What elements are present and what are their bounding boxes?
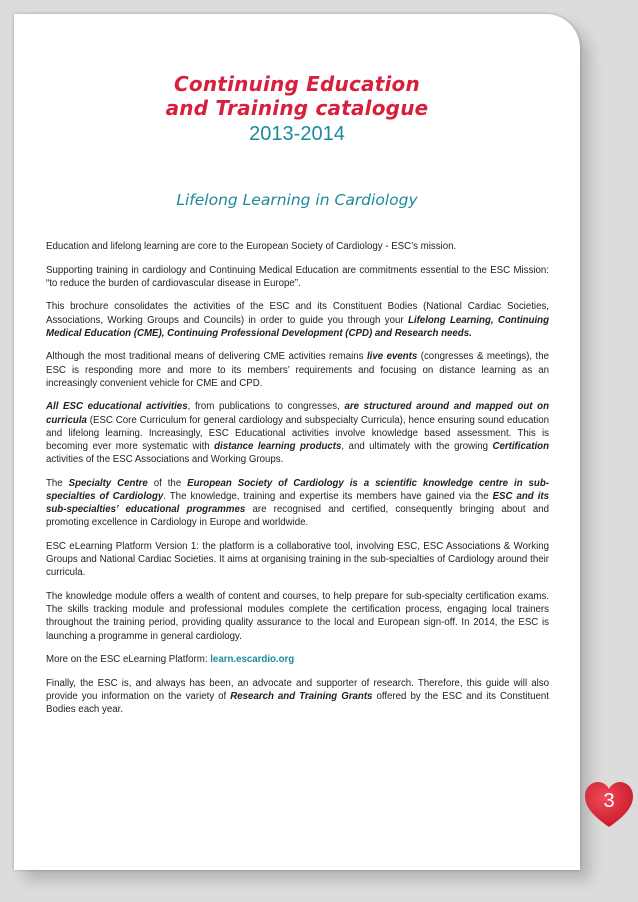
- text-run: . The knowledge, training and expertise its members have gained via the: [163, 491, 493, 502]
- text-run: ESC eLearning Platform Version 1: the platform is a collaborative tool, involving ESC, ESC Associations & Working Groups and National Cardiac Societies. It aims at organising training in the sub-specialties of Cardiology around their curricula.: [46, 541, 549, 579]
- text-run: Education and lifelong learning are core to the European Society of Cardiology - ESC’s mission.: [46, 241, 457, 252]
- title-line-1: Continuing Education: [174, 72, 420, 96]
- highlight-text: live events: [366, 351, 418, 363]
- highlight-text: ESC and its sub-specialties’ educational programmes: [46, 491, 549, 516]
- text-run: (ESC Core Curriculum for general cardiology and subspecialty Curricula), hence ensuring sound education and lifelong learning. Increasingly, ESC Educational activities involve knowledge based assessment. This is becoming ever more systematic with: [46, 414, 549, 452]
- text-run: More on the ESC eLearning Platform:: [46, 654, 211, 666]
- text-run: The knowledge module offers a wealth of content and courses, to help prepare for sub-specialty certification exams. The skills tracking module and professional modules complete the certification process, engaging local trainers throughout the training period, providing quality assurance to the local and European sign-off. In 2014, the ESC is launching a programme in general cardiology.: [46, 591, 549, 642]
- highlight-text: All ESC educational activities: [46, 401, 188, 413]
- elearning-link[interactable]: learn.escardio.org: [210, 654, 295, 666]
- page-number: 3: [603, 790, 615, 812]
- text-run: are recognised and certified, consequently bringing about and promoting excellence in Cardiology in Europe and worldwide.: [46, 504, 549, 529]
- highlight-text: Lifelong Learning, Continuing Medical Education (CME), Continuing Professional Development (CPD) and Research needs.: [46, 314, 550, 339]
- highlight-text: Research and Training Grants: [230, 691, 373, 702]
- title-block: [14, 72, 580, 148]
- paragraph: [46, 300, 549, 340]
- highlight-text: European Society of Cardiology is a scientific knowledge centre in sub-specialties of Cardiology: [46, 477, 549, 502]
- highlight-text: Certification: [492, 441, 549, 452]
- paragraph: [46, 677, 549, 717]
- text-run: , and ultimately with the growing: [341, 441, 493, 452]
- paragraph: [46, 590, 549, 643]
- title-line-2: and Training catalogue: [165, 96, 429, 120]
- text-run: offered by the ESC and its Constituent Bodies each year.: [46, 691, 549, 716]
- paragraph: [46, 477, 549, 530]
- paragraph: [46, 653, 549, 666]
- text-run: Finally, the ESC is, and always has been, an advocate and supporter of research. Therefore, this guide will also provide you information on the variety of: [46, 677, 549, 702]
- text-run: activities of the ESC Associations and Working Groups.: [46, 454, 284, 466]
- page-number-badge: [583, 780, 635, 830]
- text-run: The: [46, 477, 69, 489]
- text-run: This brochure consolidates the activities of the ESC and its Constituent Bodies (National Cardiac Societies, Associations, Working Groups and Councils) in order to guide you through your: [46, 301, 549, 326]
- text-run: of the: [147, 477, 188, 489]
- highlight-text: distance learning products: [214, 441, 342, 452]
- title-years: 2013-2014: [249, 123, 345, 145]
- paragraph: [46, 400, 549, 466]
- text-run: Although the most traditional means of delivering CME activities remains: [46, 351, 367, 363]
- section-subtitle: Lifelong Learning in Cardiology: [176, 191, 418, 209]
- text-run: Supporting training in cardiology and Continuing Medical Education are commitments essential to the ESC Mission: “to reduce the burden of cardiovascular disease in Europe”.: [46, 264, 549, 289]
- highlight-text: Specialty Centre: [68, 477, 148, 489]
- highlight-text: are structured around and mapped out on curricula: [46, 401, 549, 426]
- paragraph: [46, 350, 549, 390]
- body-text: [46, 240, 549, 727]
- paragraph: [46, 240, 549, 253]
- document-page: [14, 14, 580, 870]
- text-run: (congresses & meetings), the ESC is responding more and more to its members’ requirements and focusing on distance learning as an increasingly convenient vehicle for CME and CPD.: [46, 351, 550, 389]
- text-run: , from publications to congresses,: [187, 401, 345, 413]
- paragraph: [46, 264, 549, 290]
- paragraph: [46, 540, 549, 580]
